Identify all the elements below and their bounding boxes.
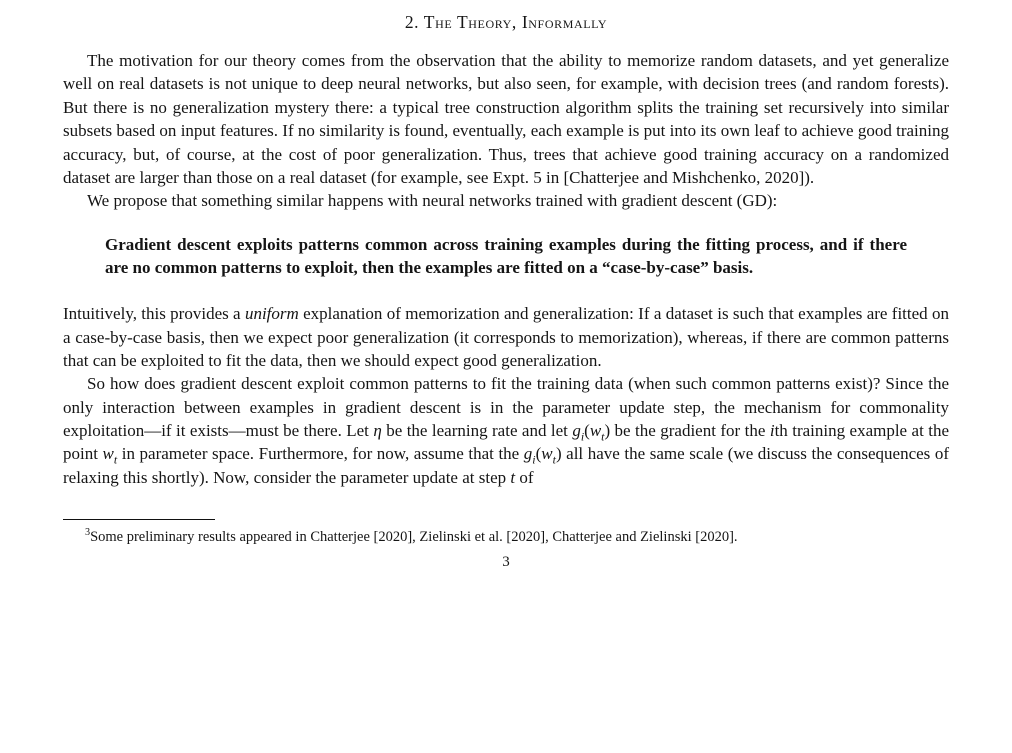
paragraph-mechanism: So how does gradient descent exploit common patterns to fit the training data (when such common patterns exist)? Since the only interaction between examples in gradient descent is in the parameter update step, the mechanism for commonality exploitation—if it exists—must be there. Let η be the learning rate and let $g_i(w_t)$ be the gradient for the ith training example at the point $w_t$ in parameter space. Furthermore, for now, assume that the $g_i(w_t)$ all have the same scale (we discuss the consequences of relaxing this shortly). Now, consider the parameter update at step t of (63, 374, 950, 487)
paragraph-intuition: Intuitively, this provides a uniform explanation of memorization and generalization: If a dataset is such that examples are fitted on a case-by-case basis, then we expect poor generalization (it corresponds to memorization), whereas, if there are common patterns that can be exploited to fit the data, then we should expect good generalization. (63, 304, 949, 370)
footnote: $^3$Some preliminary results appeared in Chatterjee [2020], Zielinski et al. [2020], Chatterjee and Zielinski [2020]. (85, 527, 738, 546)
thesis-block: Gradient descent exploits patterns common across training examples during the fitting process, and if there are no common patterns to exploit, then the examples are fitted on a “case-by-case” basis. (105, 234, 907, 278)
paragraph-motivation: The motivation for our theory comes from the observation that the ability to memorize random datasets, and yet generalize well on real datasets is not unique to deep neural networks, but also seen, for example, with decision trees (and random forests). But there is no generalization mystery there: a typical tree construction algorithm splits the training set recursively into similar subsets based on input features. If no similarity is found, eventually, each example is put into its own leaf to achieve good training accuracy, but, of course, at the cost of poor generalization. Thus, trees that achieve good training accuracy on a randomized dataset are larger than those on a real dataset (for example, see Expt. 5 in [Chatterjee and Mishchenko, 2020]). (63, 51, 949, 187)
footnote-rule (63, 519, 215, 520)
page-number: 3 (502, 553, 510, 570)
section-heading: 2. The Theory, Informally (404, 12, 608, 32)
paragraph-proposal: We propose that something similar happens with neural networks trained with gradient descent (GD): (87, 191, 778, 211)
